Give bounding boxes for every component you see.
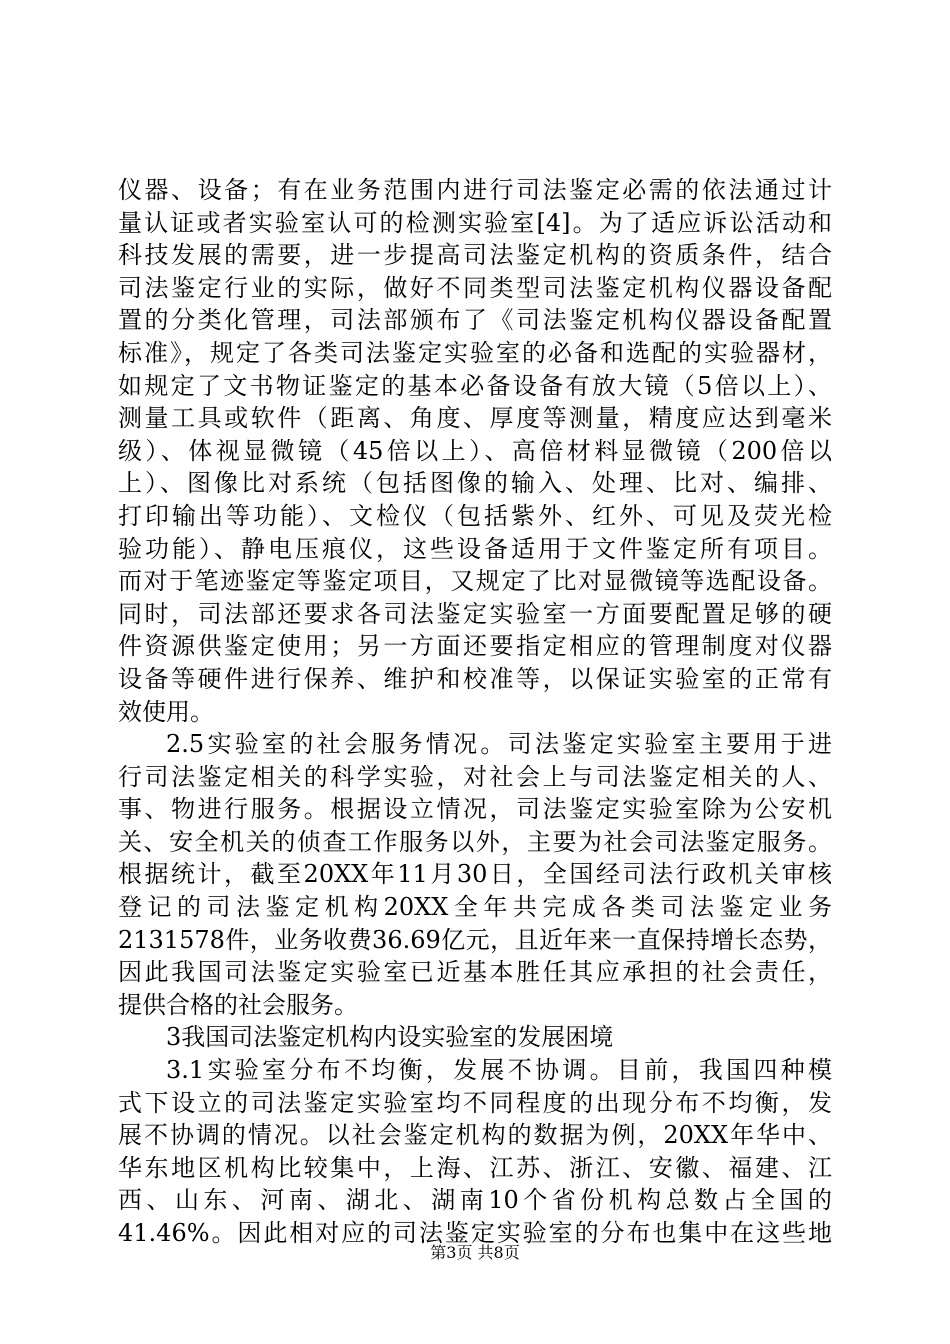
text-line: 关、安全机关的侦查工作服务以外，主要为社会司法鉴定服务。: [118, 827, 832, 856]
document-body: [118, 174, 832, 1250]
page-footer: [0, 1243, 950, 1263]
paragraph: [118, 1054, 832, 1250]
text-line: 如规定了文书物证鉴定的基本必备设备有放大镜（5倍以上）、: [118, 371, 832, 400]
text-line: 级）、体视显微镜（45倍以上）、高倍材料显微镜（200倍以: [118, 436, 832, 465]
text-line: 华东地区机构比较集中，上海、江苏、浙江、安徽、福建、江: [118, 1153, 832, 1182]
text-line: 科技发展的需要，进一步提高司法鉴定机构的资质条件，结合: [118, 241, 832, 270]
text-line: 提供合格的社会服务。: [118, 990, 358, 1019]
text-line: 事、物进行服务。根据设立情况，司法鉴定实验室除为公安机: [118, 795, 832, 824]
text-line: 根据统计，截至20XX年11月30日，全国经司法行政机关审核: [118, 860, 832, 889]
text-line: 3.1实验室分布不均衡，发展不协调。目前，我国四种模: [166, 1056, 832, 1085]
text-line: 因此我国司法鉴定实验室已近基本胜任其应承担的社会责任，: [118, 958, 832, 987]
text-line: 置的分类化管理，司法部颁布了《司法鉴定机构仪器设备配置: [118, 306, 832, 335]
text-line: 上）、图像比对系统（包括图像的输入、处理、比对、编排、: [118, 469, 832, 498]
text-line: 行司法鉴定相关的科学实验，对社会上与司法鉴定相关的人、: [118, 762, 832, 791]
text-line: 同时，司法部还要求各司法鉴定实验室一方面要配置足够的硬: [118, 599, 832, 628]
text-line: 量认证或者实验室认可的检测实验室[4]。为了适应诉讼活动和: [118, 208, 832, 237]
paragraph: [118, 728, 832, 1021]
text-line: 效使用。: [118, 697, 214, 726]
text-line: 仪器、设备；有在业务范围内进行司法鉴定必需的依法通过计: [118, 176, 832, 204]
text-line: 式下设立的司法鉴定实验室均不同程度的出现分布不均衡，发: [118, 1088, 832, 1117]
text-line: 测量工具或软件（距离、角度、厚度等测量，精度应达到毫米: [118, 404, 832, 433]
text-line: 验功能）、静电压痕仪，这些设备适用于文件鉴定所有项目。: [118, 534, 832, 563]
text-line: 司法鉴定行业的实际，做好不同类型司法鉴定机构仪器设备配: [118, 273, 832, 302]
text-line: 登记的司法鉴定机构20XX全年共完成各类司法鉴定业务: [118, 893, 832, 922]
text-line: 标准》，规定了各类司法鉴定实验室的必备和选配的实验器材，: [118, 338, 832, 367]
text-line: 41.46%。因此相对应的司法鉴定实验室的分布也集中在这些地: [118, 1219, 832, 1247]
text-line: 2.5实验室的社会服务情况。司法鉴定实验室主要用于进: [166, 730, 832, 759]
page-number-label: 第3页 共8页: [430, 1243, 520, 1262]
text-line: 件资源供鉴定使用；另一方面还要指定相应的管理制度对仪器: [118, 632, 832, 661]
text-line: 设备等硬件进行保养、维护和校准等，以保证实验室的正常有: [118, 664, 832, 693]
text-line: 展不协调的情况。以社会鉴定机构的数据为例，20XX年华中、: [118, 1121, 832, 1150]
text-line: 3我国司法鉴定机构内设实验室的发展困境: [166, 1023, 614, 1052]
paragraph: [118, 174, 832, 728]
paragraph: [118, 1021, 832, 1054]
text-line: 打印输出等功能）、文检仪（包括紫外、红外、可见及荧光检: [118, 501, 832, 530]
text-line: 西、山东、河南、湖北、湖南10个省份机构总数占全国的: [118, 1186, 832, 1215]
text-line: 而对于笔迹鉴定等鉴定项目，又规定了比对显微镜等选配设备。: [118, 567, 832, 596]
text-line: 2131578件，业务收费36.69亿元，且近年来一直保持增长态势，: [118, 925, 832, 954]
